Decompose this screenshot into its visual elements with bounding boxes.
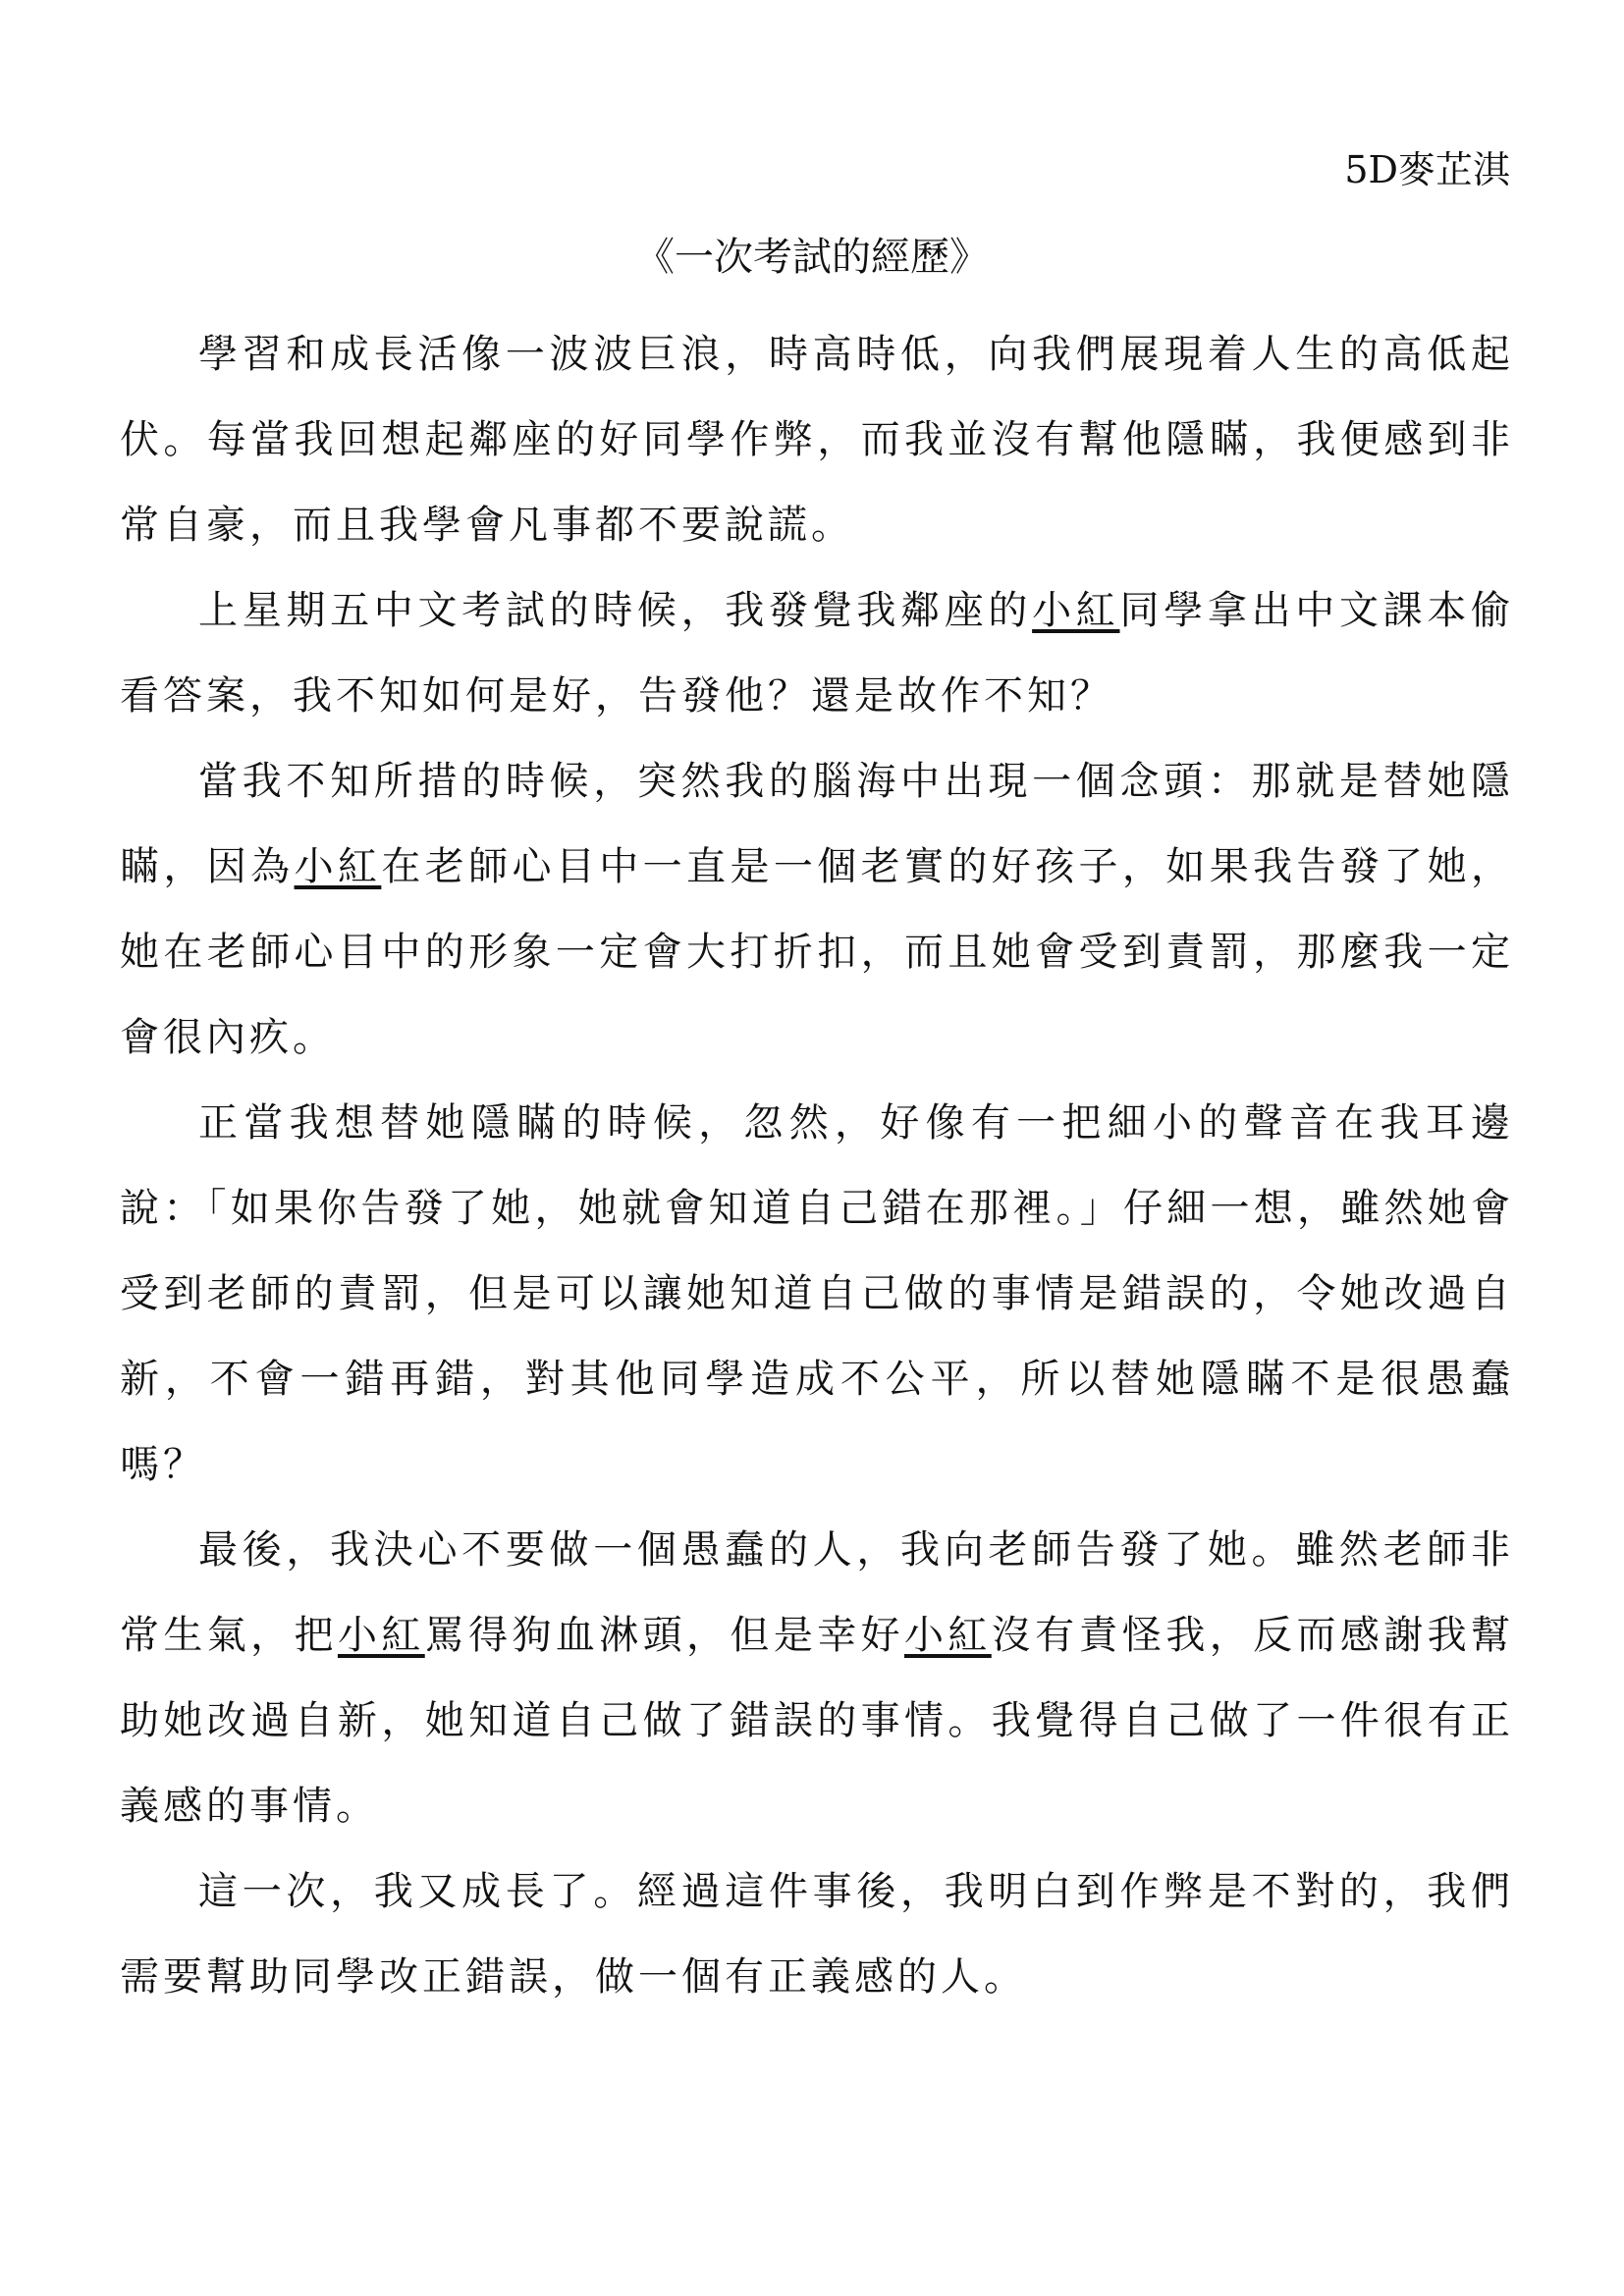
essay-body — [120, 312, 1514, 2020]
paragraph-text: 最後，我決心不要做一個愚蠢的人，我向老師告發了她。雖然老師非常生氣，把 — [120, 1527, 1514, 1658]
paragraph-4 — [120, 1081, 1514, 1508]
essay-title: 《一次考試的經歷》 — [635, 235, 989, 280]
paragraph-5 — [120, 1508, 1514, 1849]
paragraph-text: 罵得狗血淋頭，但是幸好 — [424, 1613, 904, 1658]
paragraph-text: 學習和成長活像一波波巨浪，時高時低，向我們展現着人生的高低起伏。每當我回想起鄰座的好同學作弊，而我並沒有幫他隱瞞，我便感到非常自豪，而且我學會凡事都不要說謊。 — [120, 332, 1514, 548]
paragraph-text: 同學拿出中文課本偷看答案，我不知如何是好，告發他？還是故作不知？ — [120, 588, 1515, 719]
proper-name-underlined: 小紅 — [294, 844, 382, 889]
paragraph-text: 當我不知所措的時候，突然我的腦海中出現一個念頭：那就是替她隱瞞，因為 — [120, 759, 1514, 889]
paragraph-2 — [120, 568, 1514, 739]
proper-name-underlined: 小紅 — [337, 1613, 425, 1658]
author-name: 5D麥芷淇 — [1344, 148, 1510, 191]
proper-name-underlined: 小紅 — [903, 1613, 992, 1658]
paragraph-text: 正當我想替她隱瞞的時候，忽然，好像有一把細小的聲音在我耳邊說：「如果你告發了她，她就會知道自己錯在那裡。」仔細一想，雖然她會受到老師的責罰，但是可以讓她知道自己做的事情是錯誤的，令她改過自新，不會一錯再錯，對其他同學造成不公平，所以替她隱瞞不是很愚蠢嗎？ — [120, 1100, 1514, 1487]
paragraph-text: 這一次，我又成長了。經過這件事後，我明白到作弊是不對的，我們需要幫助同學改正錯誤，做一個有正義感的人。 — [120, 1869, 1514, 2000]
paragraph-6 — [120, 1849, 1514, 2020]
paragraph-text: 沒有責怪我，反而感謝我幫助她改過自新，她知道自己做了錯誤的事情。我覺得自己做了一件很有正義感的事情。 — [120, 1613, 1515, 1829]
paragraph-3 — [120, 739, 1514, 1081]
paragraph-text: 在老師心目中一直是一個老實的好孩子，如果我告發了她，她在老師心目中的形象一定會大打折扣，而且她會受到責罰，那麼我一定會很內疚。 — [120, 844, 1515, 1060]
proper-name-underlined: 小紅 — [1032, 588, 1120, 633]
paragraph-1 — [120, 312, 1514, 568]
paragraph-text: 上星期五中文考試的時候，我發覺我鄰座的 — [198, 588, 1033, 633]
